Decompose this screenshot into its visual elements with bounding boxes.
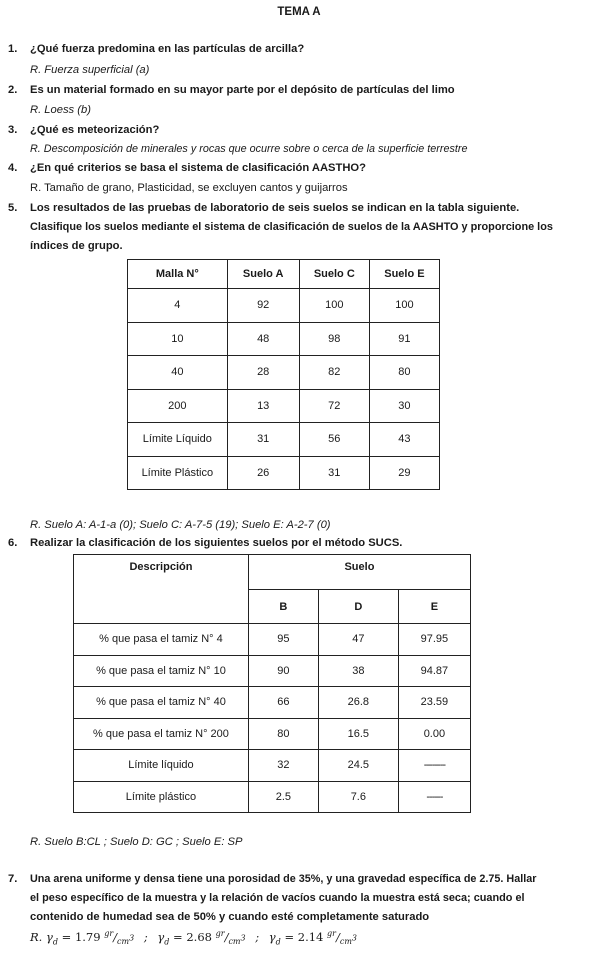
table-cell: 92 [227,289,299,323]
table-cell: 94.87 [398,655,470,687]
table-header-cell: D [318,590,398,624]
formula-item-3: $\gamma_d = 2.14$ $^{gr}/_{cm^3}$ [268,929,358,947]
table-cell: 16.5 [318,718,398,750]
question-text: ¿En qué criterios se basa el sistema de clasificación AASTHO? [30,162,366,174]
table-cell: 91 [369,322,439,356]
description-header: Descripción [74,555,249,624]
question-text: ¿Qué es meteorización? [30,124,160,136]
table-cell: 100 [369,289,439,323]
table-row [128,389,440,423]
table-header-row [74,555,471,590]
question-number: 3. [8,124,18,136]
table-row [128,289,440,323]
table-cell: 97.95 [398,624,470,656]
table-cell: 32 [248,750,318,782]
table-row [74,781,471,813]
table-cell: % que pasa el tamiz N° 10 [74,655,249,687]
table-cell: 10 [128,322,228,356]
table-cell: % que pasa el tamiz N° 4 [74,624,249,656]
question-4 [8,162,366,174]
question-number: 5. [8,202,18,214]
table-cell: Límite plástico [74,781,249,813]
table-row [128,322,440,356]
answer-7-formula: R. $\gamma_d = 1.79$ $^{gr}/_{cm^3}$ ; $\gamma_d = 2.68$ $^{gr}/_{cm^3}$ ; $\gamma_d = 2.14$ $^{gr}/_{cm^3}$ [30,929,358,947]
question-7 [8,873,536,885]
table-cell: 40 [128,356,228,390]
table-header-cell: Malla N° [128,260,228,289]
table-row [128,456,440,490]
question-1 [8,43,304,55]
table-cell: 98 [299,322,369,356]
table-header-row [128,260,440,289]
question-3 [8,124,159,136]
question-5 [8,202,519,214]
answer-6: R. Suelo B:CL ; Suelo D: GC ; Suelo E: SP [30,836,243,848]
table-header-cell: Suelo C [299,260,369,289]
table-row [128,423,440,457]
table-cell: 0.00 [398,718,470,750]
table-cell: ------ [398,781,470,813]
answer-1: R. Fuerza superficial (a) [30,64,150,76]
table-cell: 4 [128,289,228,323]
table-cell: 29 [369,456,439,490]
soil-header: Suelo [248,555,470,590]
table-cell: 24.5 [318,750,398,782]
table-cell: 7.6 [318,781,398,813]
table-cell: 30 [369,389,439,423]
question-text-line-3: índices de grupo. [30,240,123,252]
table-cell: 66 [248,687,318,719]
table-row [74,750,471,782]
table-cell: -------- [398,750,470,782]
table-cell: 80 [369,356,439,390]
question-text-line-1: Una arena uniforme y densa tiene una porosidad de 35%, y una gravedad específica de 2.75. Hallar [30,873,537,885]
table-cell: 26.8 [318,687,398,719]
table-cell: 90 [248,655,318,687]
table-cell: 31 [227,423,299,457]
table-cell: 28 [227,356,299,390]
sucs-table [73,554,471,813]
table-cell: 26 [227,456,299,490]
table-row [74,624,471,656]
table-cell: 82 [299,356,369,390]
table-row [74,687,471,719]
table-cell: Límite Plástico [128,456,228,490]
table-cell: 23.59 [398,687,470,719]
answer-3: R. Descomposición de minerales y rocas que ocurre sobre o cerca de la superficie terrestre [30,143,468,155]
table-cell: 80 [248,718,318,750]
question-number: 1. [8,43,18,55]
table-row [74,718,471,750]
table-row [128,356,440,390]
table-header-cell: Suelo A [227,260,299,289]
table-cell: 43 [369,423,439,457]
formula-item-1: $\gamma_d = 1.79$ $^{gr}/_{cm^3}$ [45,929,135,947]
question-number: 6. [8,537,18,549]
table-cell: 2.5 [248,781,318,813]
table-cell: Límite líquido [74,750,249,782]
question-text: Realizar la clasificación de los siguientes suelos por el método SUCS. [30,537,403,549]
question-text-line-2: el peso específico de la muestra y la relación de vacíos cuando la muestra está seca; cuando el [30,892,525,904]
question-text: Es un material formado en su mayor parte por el depósito de partículas del limo [30,84,455,96]
answer-4: R. Tamaño de grano, Plasticidad, se excluyen cantos y guijarros [30,182,348,194]
table-header-cell: B [248,590,318,624]
table-cell: 31 [299,456,369,490]
table-cell: Límite Líquido [128,423,228,457]
table-cell: 100 [299,289,369,323]
question-text-line-3: contenido de humedad sea de 50% y cuando esté completamente saturado [30,911,430,923]
table-cell: 47 [318,624,398,656]
page-title: TEMA A [277,6,321,18]
aashto-table [127,259,440,490]
table-cell: 56 [299,423,369,457]
table-cell: 48 [227,322,299,356]
answer-prefix: R. [30,929,43,944]
question-number: 4. [8,162,18,174]
table-header-cell: Suelo E [369,260,439,289]
table-cell: 72 [299,389,369,423]
table-cell: % que pasa el tamiz N° 40 [74,687,249,719]
question-2 [8,84,455,96]
question-6 [8,537,402,549]
answer-5: R. Suelo A: A-1-a (0); Suelo C: A-7-5 (19); Suelo E: A-2-7 (0) [30,519,331,531]
table-cell: 200 [128,389,228,423]
table-header-cell: E [398,590,470,624]
table-cell: % que pasa el tamiz N° 200 [74,718,249,750]
question-number: 2. [8,84,18,96]
question-text-line-1: Los resultados de las pruebas de laboratorio de seis suelos se indican en la tabla siguiente. [30,202,520,214]
table-cell: 95 [248,624,318,656]
answer-2: R. Loess (b) [30,104,91,116]
table-cell: 38 [318,655,398,687]
table-cell: 13 [227,389,299,423]
question-text: ¿Qué fuerza predomina en las partículas de arcilla? [30,43,305,55]
question-text-line-2: Clasifique los suelos mediante el sistema de clasificación de suelos de la AASHTO y proporcione los [30,221,553,233]
formula-item-2: $\gamma_d = 2.68$ $^{gr}/_{cm^3}$ [157,929,246,947]
question-number: 7. [8,873,18,885]
table-row [74,655,471,687]
